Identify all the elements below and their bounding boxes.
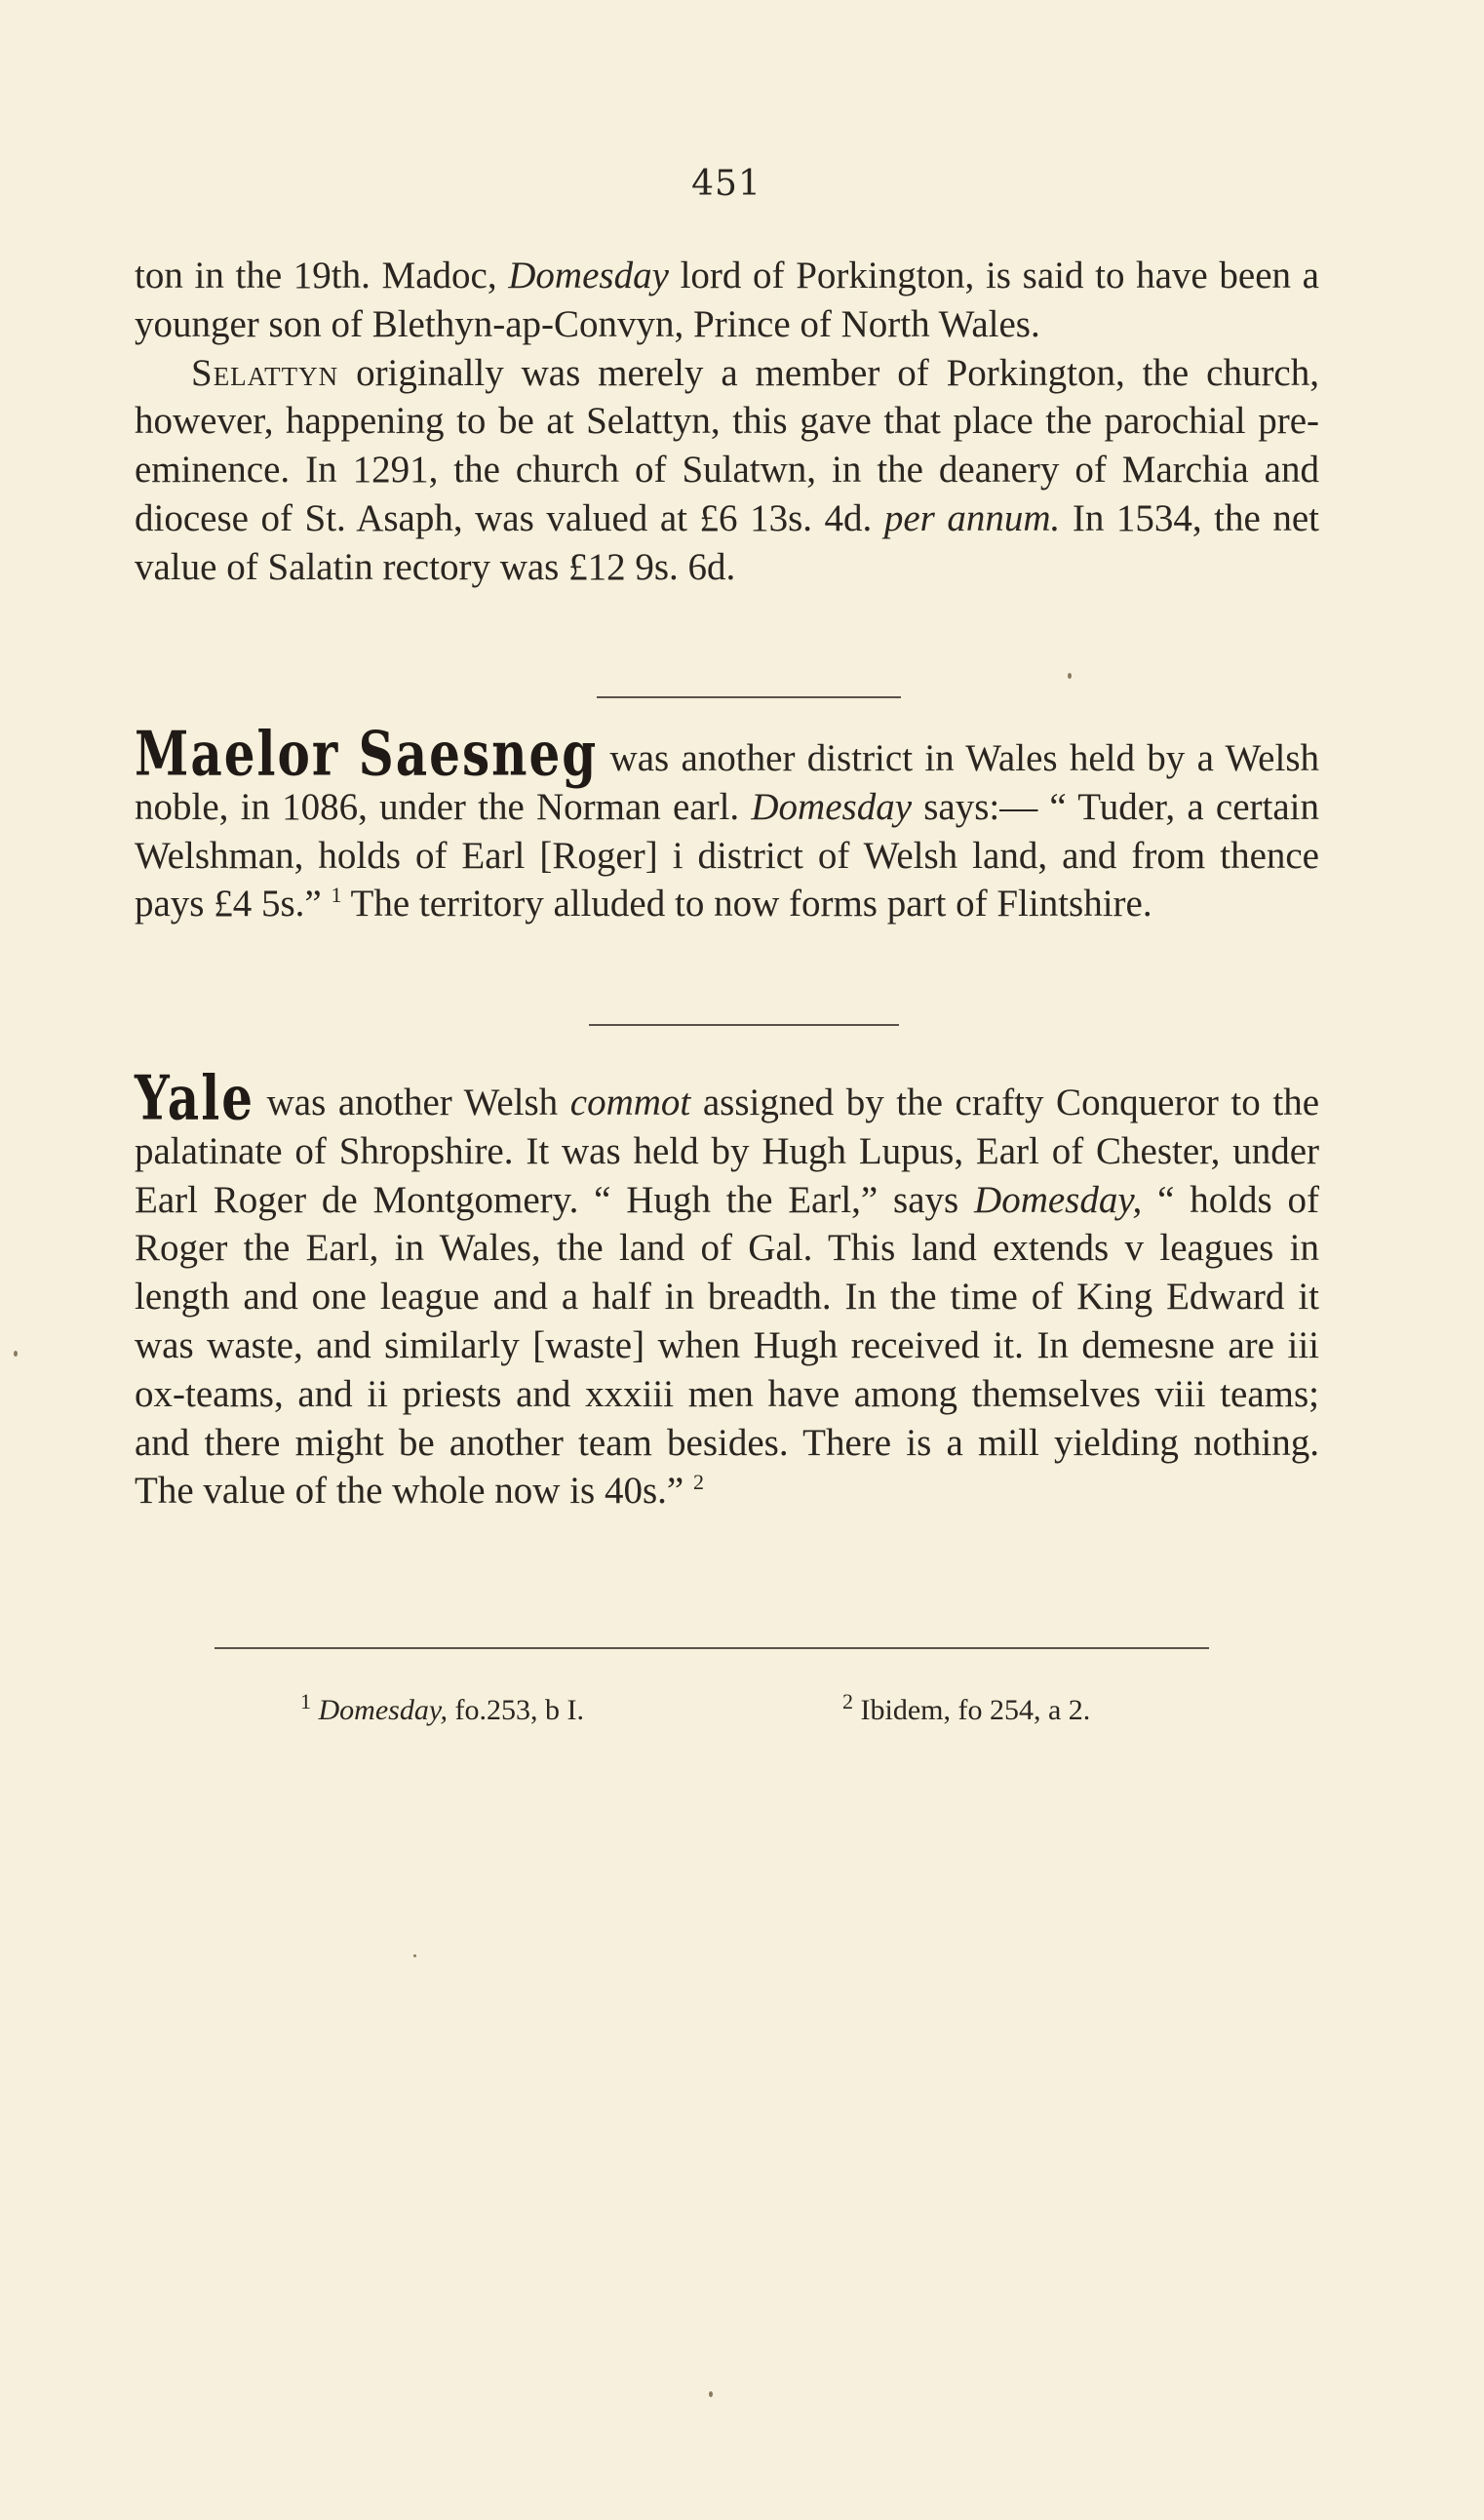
footnote-ref-2: 2 xyxy=(692,1470,704,1495)
yale-heading: Yale xyxy=(135,1061,255,1134)
section-yale xyxy=(135,1061,1320,1516)
paragraph-maelor: Maelor Saesneg was another district in Wales held by a Welsh noble, in 1086, under the Norman earl. Domesday says:— “ Tuder, a certain Welshman, holds of Earl [Roger] i district of Welsh land, and from thence pays £4 5s.” $^1$ The territory alluded to now forms part of Flintshire. xyxy=(135,717,1319,925)
selattyn-lead: Selattyn xyxy=(191,351,339,394)
paper-speck xyxy=(1068,673,1072,679)
paragraph-yale: Yale was another Welsh commot assigned by the crafty Conqueror to the palatinate of Shropshire. It was held by Hugh Lupus, Earl of Chester, under Earl Roger de Montgomery. “ Hugh the Earl,” says Domesday, “ holds of Roger the Earl, in Wales, the land of Gal. This land extends v leagues in length and one league and a half in breadth. In the time of King Edward it was waste, and similarly [waste] when Hugh received it. In demesne are iii ox-teams, and ii priests and xxxiii men have among themselves viii teams; and there might be another team besides. There is a mill yielding nothing. The value of the whole now is 40s.” $^2$ xyxy=(135,1061,1320,1513)
section-maelor-saesneg xyxy=(135,717,1319,928)
footnote-rule xyxy=(215,1647,1209,1649)
text-block-intro xyxy=(135,252,1319,592)
paper-speck xyxy=(14,1351,18,1357)
footnote-ref-1: 1 xyxy=(331,883,342,908)
paper-speck xyxy=(413,1954,416,1957)
footnote-2: $^2$ Ibidem, fo 254, a 2. xyxy=(842,1689,1091,1726)
paper-speck xyxy=(709,2391,713,2397)
section-divider xyxy=(597,696,901,698)
paragraph-selattyn: Selattyn originally was merely a member of Porkington, the church, however, happening to be at Selattyn, this gave that place the parochial pre-eminence. In 1291, the church of Sulatwn, in the deanery of Marchia and diocese of St. Asaph, was valued at £6 13s. 4d. per annum. In 1534, the net value of Salatin rectory was £12 9s. 6d. xyxy=(135,351,1320,588)
footnote-1: $^1$ Domesday, fo.253, b I. xyxy=(300,1689,584,1726)
paragraph-madoc: ton in the 19th. Madoc, Domesday lord of Porkington, is said to have been a younger son of Blethyn-ap-Convyn, Prince of North Wales. xyxy=(135,255,1319,345)
section-divider xyxy=(589,1024,899,1026)
maelor-heading: Maelor Saesneg xyxy=(135,717,599,790)
page-number: 451 xyxy=(691,164,762,204)
